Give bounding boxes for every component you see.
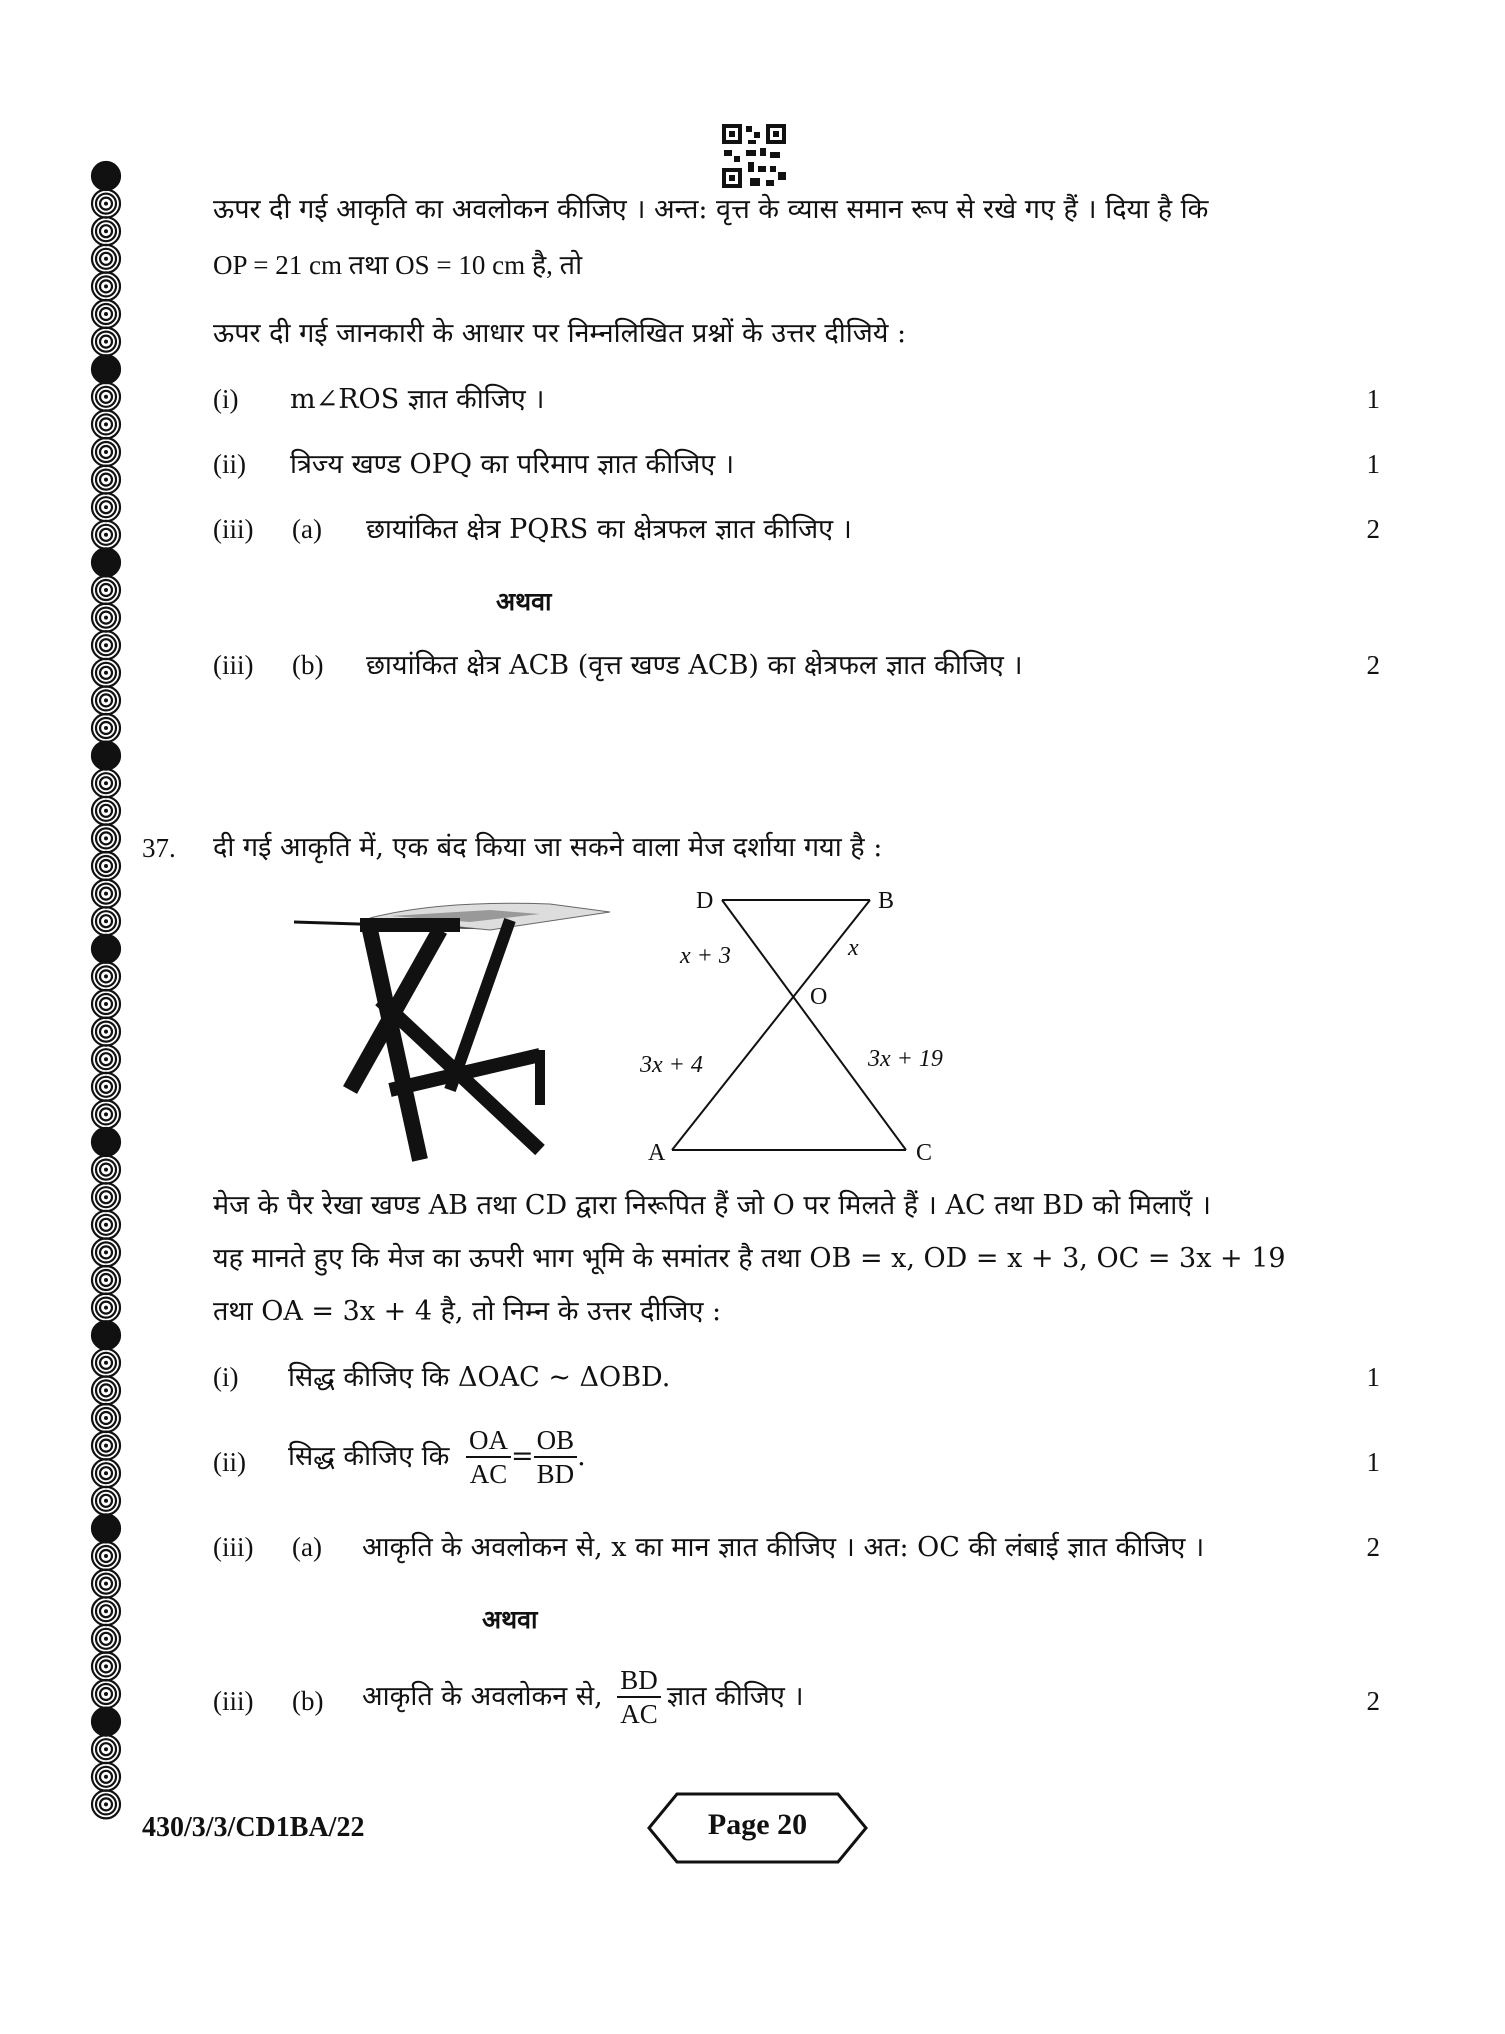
intro-line-1: ऊपर दी गई आकृति का अवलोकन कीजिए । अन्त: वृत्त के व्यास समान रूप से रखे गए हैं । दिया है कि (213, 194, 1209, 225)
item-text: छायांकित क्षेत्र ACB (वृत्त खण्ड ACB) का क्षेत्रफल ज्ञात कीजिए । (366, 650, 1023, 681)
item-text: सिद्ध कीजिए कि ΔOAC ~ ΔOBD. (288, 1362, 671, 1393)
margin-ring-decoration (86, 160, 126, 1850)
item-text: m∠ROS ज्ञात कीजिए । (290, 384, 545, 415)
item-sublabel: (b) (292, 1686, 324, 1716)
or-separator: अथवा (482, 1605, 538, 1634)
item-marks: 1 (1366, 449, 1380, 479)
item-label: (iii) (213, 650, 254, 680)
question-number: 37. (142, 833, 176, 863)
item-text-with-fractions (288, 1424, 586, 1491)
item-text: त्रिज्य खण्ड OPQ का परिमाप ज्ञात कीजिए । (290, 449, 735, 480)
fraction-numerator: OB (534, 1424, 578, 1458)
margin-ring (92, 438, 120, 466)
segment-label-od: x + 3 (680, 943, 731, 969)
margin-ring (92, 1266, 120, 1294)
fraction-bd-ac (617, 1664, 661, 1731)
margin-ring (92, 1542, 120, 1570)
margin-ring (92, 300, 120, 328)
margin-ring (92, 245, 120, 273)
margin-ring (92, 824, 120, 852)
item-end: . (577, 1441, 586, 1473)
segment-label-ob: x (848, 935, 859, 961)
item-label: (iii) (213, 1686, 254, 1716)
item-sublabel: (a) (292, 514, 322, 544)
margin-ring (92, 990, 120, 1018)
item-marks: 2 (1366, 650, 1380, 680)
margin-ring (92, 1321, 120, 1349)
margin-ring (92, 1735, 120, 1763)
item-label: (i) (213, 1362, 239, 1392)
or-separator: अथवा (496, 587, 552, 616)
margin-ring (92, 1349, 120, 1377)
item-label: (iii) (213, 1532, 254, 1562)
item-label: (i) (213, 384, 239, 414)
margin-ring (92, 880, 120, 908)
margin-ring (92, 1045, 120, 1073)
margin-ring (92, 521, 120, 549)
margin-ring (92, 1652, 120, 1680)
item-marks: 1 (1366, 1447, 1380, 1477)
margin-ring (92, 548, 120, 576)
item-marks: 2 (1366, 514, 1380, 544)
q37-stem: दी गई आकृति में, एक बंद किया जा सकने वाला मेज दर्शाया गया है : (213, 832, 883, 863)
margin-ring (92, 769, 120, 797)
margin-ring (92, 852, 120, 880)
item-sublabel: (a) (292, 1532, 322, 1562)
item-sublabel: (b) (292, 650, 324, 680)
margin-ring (92, 1211, 120, 1239)
item-marks: 1 (1366, 1362, 1380, 1392)
fraction-ob-bd (534, 1424, 578, 1491)
item-text: सिद्ध कीजिए कि (288, 1441, 450, 1473)
margin-ring (92, 1570, 120, 1598)
hourglass-diagram (630, 880, 990, 1170)
margin-ring (92, 576, 120, 604)
equals-sign: = (511, 1441, 534, 1473)
fraction-oa-ac (466, 1424, 511, 1491)
margin-ring (92, 1459, 120, 1487)
margin-ring (92, 1514, 120, 1542)
margin-ring (92, 1680, 120, 1708)
margin-ring (92, 1597, 120, 1625)
item-text: छायांकित क्षेत्र PQRS का क्षेत्रफल ज्ञात कीजिए । (366, 514, 852, 545)
margin-ring (92, 162, 120, 190)
margin-ring (92, 714, 120, 742)
segment-label-oa: 3x + 4 (640, 1052, 703, 1078)
item-marks: 2 (1366, 1532, 1380, 1562)
item-marks: 2 (1366, 1686, 1380, 1716)
margin-ring (92, 217, 120, 245)
fraction-numerator: OA (466, 1424, 511, 1458)
margin-ring (92, 797, 120, 825)
margin-ring (92, 410, 120, 438)
intro-line-2: OP = 21 cm तथा OS = 10 cm है, तो (213, 250, 583, 280)
segment-label-oc: 3x + 19 (868, 1046, 943, 1072)
point-label-o: O (810, 984, 828, 1010)
margin-ring (92, 1128, 120, 1156)
margin-ring (92, 1404, 120, 1432)
margin-ring (92, 1238, 120, 1266)
margin-ring (92, 1183, 120, 1211)
margin-ring (92, 1073, 120, 1101)
item-end: ज्ञात कीजिए । (666, 1681, 804, 1713)
margin-ring (92, 742, 120, 770)
margin-ring (92, 466, 120, 494)
margin-ring (92, 604, 120, 632)
margin-ring (92, 935, 120, 963)
q37-para-1: मेज के पैर रेखा खण्ड AB तथा CD द्वारा निरूपित हैं जो O पर मिलते हैं । AC तथा BD को मिलाएँ । (213, 1190, 1211, 1221)
item-text: आकृति के अवलोकन से, (362, 1681, 603, 1713)
folding-table-image (290, 890, 620, 1170)
qr-code (720, 122, 788, 190)
margin-ring (92, 1487, 120, 1515)
margin-ring (92, 272, 120, 300)
margin-ring (92, 1294, 120, 1322)
margin-ring (92, 1625, 120, 1653)
margin-ring (92, 659, 120, 687)
q37-para-3: तथा OA = 3x + 4 है, तो निम्न के उत्तर दीजिए : (213, 1296, 722, 1327)
point-label-b: B (878, 888, 895, 914)
item-marks: 1 (1366, 384, 1380, 414)
q37-para-2: यह मानते हुए कि मेज का ऊपरी भाग भूमि के समांतर है तथा OB = x, OD = x + 3, OC = 3x + 19 (213, 1243, 1286, 1274)
margin-ring (92, 190, 120, 218)
fraction-denominator: BD (536, 1459, 575, 1490)
margin-ring (92, 493, 120, 521)
item-label: (ii) (213, 1447, 246, 1477)
margin-ring (92, 1763, 120, 1791)
item-label: (iii) (213, 514, 254, 544)
item-text: आकृति के अवलोकन से, x का मान ज्ञात कीजिए । अत: OC की लंबाई ज्ञात कीजिए । (362, 1532, 1205, 1563)
margin-ring (92, 686, 120, 714)
item-text-with-fraction (362, 1664, 804, 1731)
margin-ring (92, 1100, 120, 1128)
page-number-badge (645, 1790, 870, 1866)
margin-ring (92, 962, 120, 990)
intro-line-3: ऊपर दी गई जानकारी के आधार पर निम्नलिखित प्रश्नों के उत्तर दीजिये : (213, 318, 907, 349)
margin-ring (92, 907, 120, 935)
margin-ring (92, 383, 120, 411)
fraction-denominator: AC (620, 1699, 658, 1730)
paper-code: 430/3/3/CD1BA/22 (142, 1812, 365, 1843)
margin-ring (92, 1018, 120, 1046)
margin-ring (92, 1156, 120, 1184)
margin-ring (92, 1790, 120, 1818)
point-label-a: A (648, 1140, 666, 1166)
margin-ring (92, 355, 120, 383)
item-label: (ii) (213, 449, 246, 479)
margin-ring (92, 1708, 120, 1736)
margin-ring (92, 1376, 120, 1404)
margin-ring (92, 631, 120, 659)
margin-ring (92, 328, 120, 356)
fraction-denominator: AC (469, 1459, 508, 1490)
margin-ring (92, 1432, 120, 1460)
point-label-d: D (696, 888, 714, 914)
point-label-c: C (916, 1140, 933, 1166)
fraction-numerator: BD (617, 1664, 661, 1698)
page-number: Page 20 (707, 1808, 808, 1841)
